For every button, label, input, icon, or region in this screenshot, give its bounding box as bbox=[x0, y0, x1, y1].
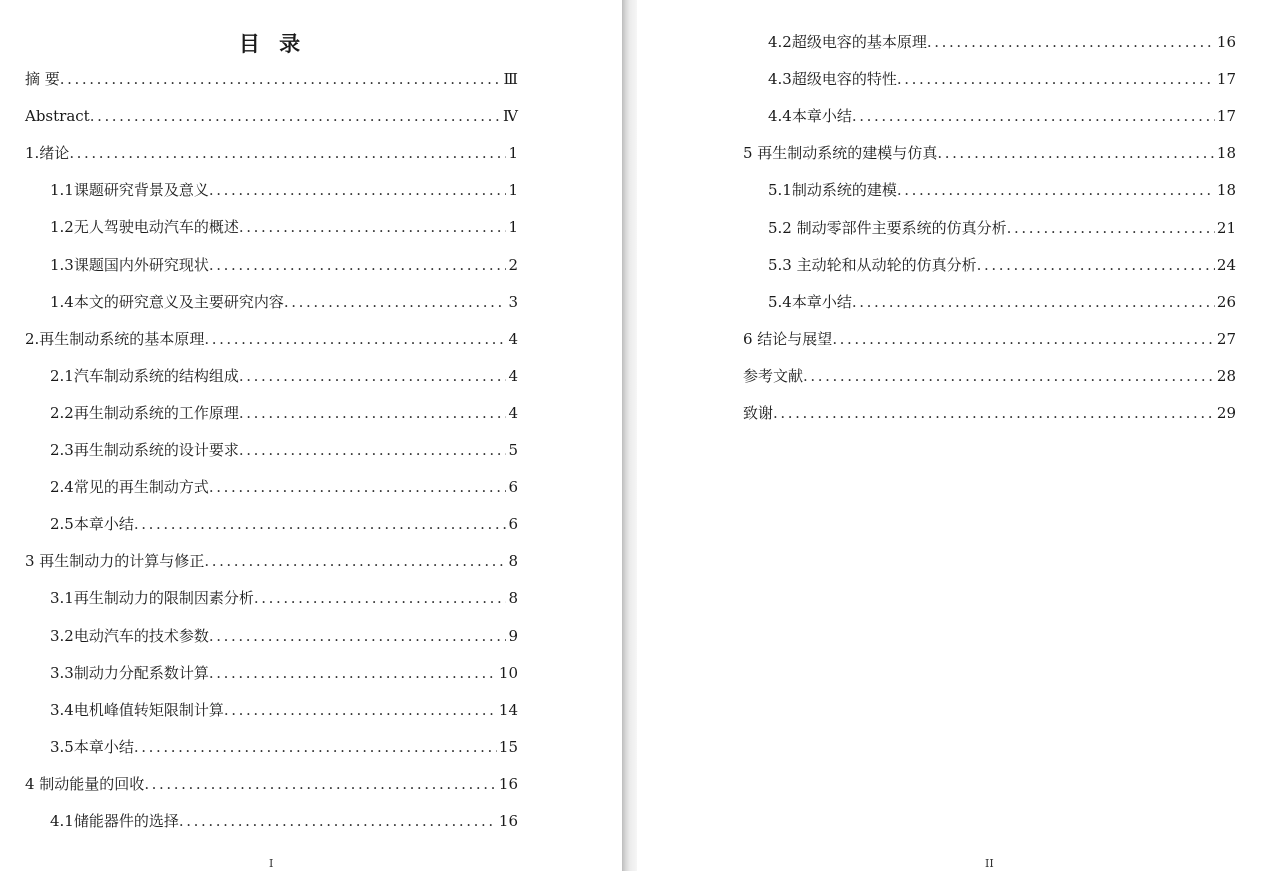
toc-leader-dots bbox=[239, 402, 507, 424]
toc-entry[interactable] bbox=[768, 31, 1236, 53]
toc-entry-label: 1.1课题研究背景及意义 bbox=[50, 181, 209, 199]
toc-leader-dots bbox=[803, 365, 1215, 387]
toc-entry-page: 14 bbox=[498, 701, 518, 719]
toc-entry[interactable] bbox=[768, 254, 1236, 276]
toc-entry-page: 4 bbox=[508, 367, 518, 385]
toc-leader-dots bbox=[852, 105, 1215, 127]
page-number-footer: II bbox=[985, 857, 994, 870]
toc-entry-page: 17 bbox=[1216, 70, 1236, 88]
toc-entry-label: 4 制动能量的回收 bbox=[25, 775, 145, 793]
toc-entry[interactable] bbox=[25, 328, 518, 350]
toc-entry-label: 4.1储能器件的选择 bbox=[50, 812, 179, 830]
toc-entry-page: 1 bbox=[508, 181, 518, 199]
toc-entry[interactable] bbox=[50, 625, 518, 647]
toc-leader-dots bbox=[204, 328, 506, 350]
toc-entry-page: 2 bbox=[508, 256, 518, 274]
toc-entry-page: 27 bbox=[1216, 330, 1236, 348]
toc-entry-page: 4 bbox=[508, 330, 518, 348]
toc-entry[interactable] bbox=[50, 365, 518, 387]
toc-entry-page: 28 bbox=[1216, 367, 1236, 385]
toc-entry-page: Ⅲ bbox=[503, 70, 518, 88]
toc-entry-label: 参考文献 bbox=[743, 367, 804, 385]
toc-leader-dots bbox=[209, 476, 507, 498]
toc-entry-page: 9 bbox=[508, 627, 518, 645]
toc-entry[interactable] bbox=[50, 587, 518, 609]
toc-leader-dots bbox=[209, 254, 507, 276]
toc-entry-page: 4 bbox=[508, 404, 518, 422]
toc-entry-page: 1 bbox=[508, 218, 518, 236]
toc-entry[interactable] bbox=[50, 439, 518, 461]
toc-entry-label: 3.5本章小结 bbox=[50, 738, 134, 756]
toc-entry-label: 2.5本章小结 bbox=[50, 515, 134, 533]
toc-entry-page: 18 bbox=[1216, 144, 1236, 162]
toc-entry-page: 24 bbox=[1216, 256, 1236, 274]
page-number-footer: I bbox=[269, 857, 274, 870]
toc-leader-dots bbox=[897, 179, 1215, 201]
toc-leader-dots bbox=[239, 216, 507, 238]
toc-entry-page: 16 bbox=[498, 812, 518, 830]
toc-leader-dots bbox=[60, 68, 502, 90]
toc-leader-dots bbox=[69, 142, 506, 164]
toc-entry-page: 6 bbox=[508, 478, 518, 496]
toc-leader-dots bbox=[284, 291, 507, 313]
toc-entry[interactable] bbox=[768, 68, 1236, 90]
toc-entry-label: 1.3课题国内外研究现状 bbox=[50, 256, 209, 274]
toc-leader-dots bbox=[773, 402, 1215, 424]
toc-leader-dots bbox=[224, 699, 497, 721]
page-gutter bbox=[622, 0, 637, 871]
toc-entry[interactable] bbox=[50, 662, 518, 684]
toc-entry-page: 16 bbox=[1216, 33, 1236, 51]
toc-entry-label: 3 再生制动力的计算与修正 bbox=[25, 552, 205, 570]
toc-entry-page: 5 bbox=[508, 441, 518, 459]
toc-entry-label: 5.2 制动零部件主要系统的仿真分析 bbox=[768, 219, 1007, 237]
toc-entry-label: 5.1制动系统的建模 bbox=[768, 181, 897, 199]
toc-leader-dots bbox=[179, 810, 497, 832]
toc-entry-page: 8 bbox=[508, 552, 518, 570]
toc-entry[interactable] bbox=[743, 142, 1236, 164]
toc-entry[interactable] bbox=[50, 216, 518, 238]
toc-entry-label: 4.3超级电容的特性 bbox=[768, 70, 897, 88]
toc-leader-dots bbox=[239, 365, 507, 387]
toc-page-right bbox=[637, 0, 1275, 871]
toc-entry-label: 5.3 主动轮和从动轮的仿真分析 bbox=[768, 256, 977, 274]
toc-entry-page: 29 bbox=[1216, 404, 1236, 422]
toc-entry-page: 6 bbox=[508, 515, 518, 533]
toc-entry-label: 2.再生制动系统的基本原理 bbox=[25, 330, 205, 348]
toc-entry[interactable] bbox=[25, 68, 518, 90]
toc-entry-page: 18 bbox=[1216, 181, 1236, 199]
toc-entry-label: 摘 要 bbox=[25, 70, 60, 88]
toc-entry[interactable] bbox=[743, 402, 1236, 424]
toc-entry-label: 致谢 bbox=[743, 404, 774, 422]
toc-entry-label: 3.4电机峰值转矩限制计算 bbox=[50, 701, 224, 719]
toc-entry[interactable] bbox=[50, 736, 518, 758]
toc-entry[interactable] bbox=[25, 105, 518, 127]
toc-entry[interactable] bbox=[743, 328, 1236, 350]
toc-leader-dots bbox=[134, 736, 497, 758]
toc-entry[interactable] bbox=[50, 513, 518, 535]
toc-entry-label: 2.1汽车制动系统的结构组成 bbox=[50, 367, 239, 385]
toc-entry-page: 3 bbox=[508, 293, 518, 311]
toc-entry-label: 4.4本章小结 bbox=[768, 107, 852, 125]
toc-leader-dots bbox=[134, 513, 507, 535]
toc-entry[interactable] bbox=[768, 217, 1236, 239]
toc-entry-page: 26 bbox=[1216, 293, 1236, 311]
toc-entry[interactable] bbox=[50, 476, 518, 498]
toc-entry-label: 3.2电动汽车的技术参数 bbox=[50, 627, 209, 645]
toc-leader-dots bbox=[90, 105, 501, 127]
toc-leader-dots bbox=[144, 773, 497, 795]
toc-entry-label: 5.4本章小结 bbox=[768, 293, 852, 311]
toc-entry-label: 4.2超级电容的基本原理 bbox=[768, 33, 927, 51]
toc-leader-dots bbox=[209, 662, 497, 684]
toc-entry-page: Ⅳ bbox=[503, 107, 518, 125]
toc-entry-label: 2.3再生制动系统的设计要求 bbox=[50, 441, 239, 459]
toc-entry-page: 10 bbox=[498, 664, 518, 682]
toc-leader-dots bbox=[209, 625, 507, 647]
toc-entry[interactable] bbox=[25, 773, 518, 795]
toc-title: 目 录 bbox=[238, 32, 307, 56]
toc-entry-page: 15 bbox=[498, 738, 518, 756]
toc-leader-dots bbox=[239, 439, 507, 461]
toc-entry-label: Abstract bbox=[25, 107, 90, 125]
toc-leader-dots bbox=[927, 31, 1215, 53]
toc-entry-label: 3.1再生制动力的限制因素分析 bbox=[50, 589, 254, 607]
toc-entry-label: 5 再生制动系统的建模与仿真 bbox=[743, 144, 938, 162]
toc-entry[interactable] bbox=[768, 105, 1236, 127]
toc-entry-page: 17 bbox=[1216, 107, 1236, 125]
toc-entry[interactable] bbox=[50, 810, 518, 832]
toc-entry-label: 6 结论与展望 bbox=[743, 330, 833, 348]
toc-entry[interactable] bbox=[50, 291, 518, 313]
toc-entry[interactable] bbox=[743, 365, 1236, 387]
toc-entry-page: 8 bbox=[508, 589, 518, 607]
toc-entry[interactable] bbox=[768, 291, 1236, 313]
toc-entry-label: 2.4常见的再生制动方式 bbox=[50, 478, 209, 496]
toc-leader-dots bbox=[209, 179, 507, 201]
toc-leader-dots bbox=[897, 68, 1215, 90]
toc-entry[interactable] bbox=[25, 142, 518, 164]
toc-leader-dots bbox=[832, 328, 1215, 350]
toc-entry-page: 16 bbox=[498, 775, 518, 793]
toc-entry[interactable] bbox=[25, 550, 518, 572]
toc-page-left bbox=[0, 0, 622, 871]
toc-leader-dots bbox=[204, 550, 506, 572]
toc-entry[interactable] bbox=[50, 254, 518, 276]
toc-entry-label: 1.绪论 bbox=[25, 144, 70, 162]
toc-leader-dots bbox=[852, 291, 1215, 313]
toc-entry[interactable] bbox=[768, 179, 1236, 201]
toc-entry-page: 1 bbox=[508, 144, 518, 162]
toc-entry-label: 1.4本文的研究意义及主要研究内容 bbox=[50, 293, 284, 311]
toc-leader-dots bbox=[937, 142, 1215, 164]
toc-leader-dots bbox=[977, 254, 1215, 276]
toc-leader-dots bbox=[254, 587, 507, 609]
toc-entry-label: 3.3制动力分配系数计算 bbox=[50, 664, 209, 682]
toc-entry-label: 2.2再生制动系统的工作原理 bbox=[50, 404, 239, 422]
toc-entry-label: 1.2无人驾驶电动汽车的概述 bbox=[50, 218, 239, 236]
toc-entry[interactable] bbox=[50, 179, 518, 201]
toc-entry-page: 21 bbox=[1216, 219, 1236, 237]
toc-entry[interactable] bbox=[50, 402, 518, 424]
toc-entry[interactable] bbox=[50, 699, 518, 721]
toc-leader-dots bbox=[1007, 217, 1215, 239]
